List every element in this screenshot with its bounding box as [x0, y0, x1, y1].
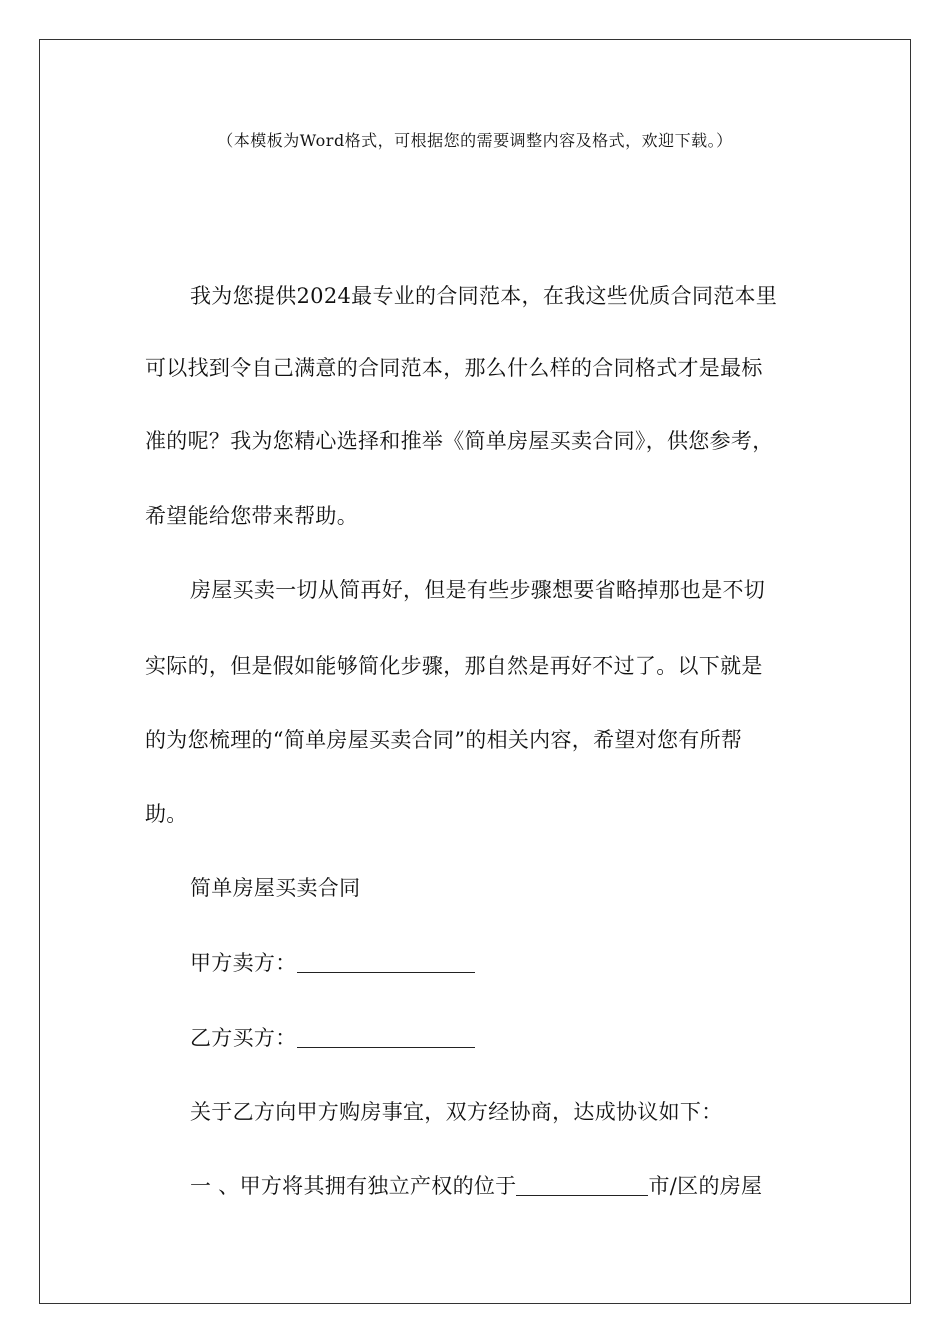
buyer-blank [297, 1027, 475, 1048]
seller-row [190, 947, 475, 977]
buyer-row [190, 1022, 475, 1052]
template-note: （本模板为Word格式，可根据您的需要调整内容及格式，欢迎下载。） [217, 131, 733, 150]
seller-label: 甲方卖方： [190, 951, 297, 975]
seller-blank [297, 952, 475, 973]
agreement-text: 关于乙方向甲方购房事宜，双方经协商，达成协议如下： [190, 1100, 723, 1124]
clause-1-prefix: 一 、甲方将其拥有独立产权的位于 [190, 1174, 517, 1198]
intro-line-1: 我为您提供2024最专业的合同范本，在我这些优质合同范本里 [190, 284, 778, 308]
para2-line-4: 助。 [145, 802, 188, 826]
clause-1-suffix: 市/区的房屋 [648, 1174, 763, 1198]
location-blank [516, 1175, 648, 1196]
contract-title: 简单房屋买卖合同 [190, 876, 361, 900]
para2-line-1: 房屋买卖一切从简再好，但是有些步骤想要省略掉那也是不切 [190, 578, 766, 602]
clause-1 [190, 1170, 762, 1200]
intro-line-2: 可以找到令自己满意的合同范本，那么什么样的合同格式才是最标 [145, 356, 763, 380]
intro-line-4: 希望能给您带来帮助。 [145, 504, 358, 528]
para2-line-2: 实际的，但是假如能够简化步骤，那自然是再好不过了。以下就是 [145, 654, 763, 678]
para2-line-3: 的为您梳理的“简单房屋买卖合同”的相关内容，希望对您有所帮 [145, 728, 743, 752]
intro-line-3: 准的呢？我为您精心选择和推举《简单房屋买卖合同》，供您参考， [145, 429, 774, 453]
buyer-label: 乙方买方： [190, 1026, 297, 1050]
